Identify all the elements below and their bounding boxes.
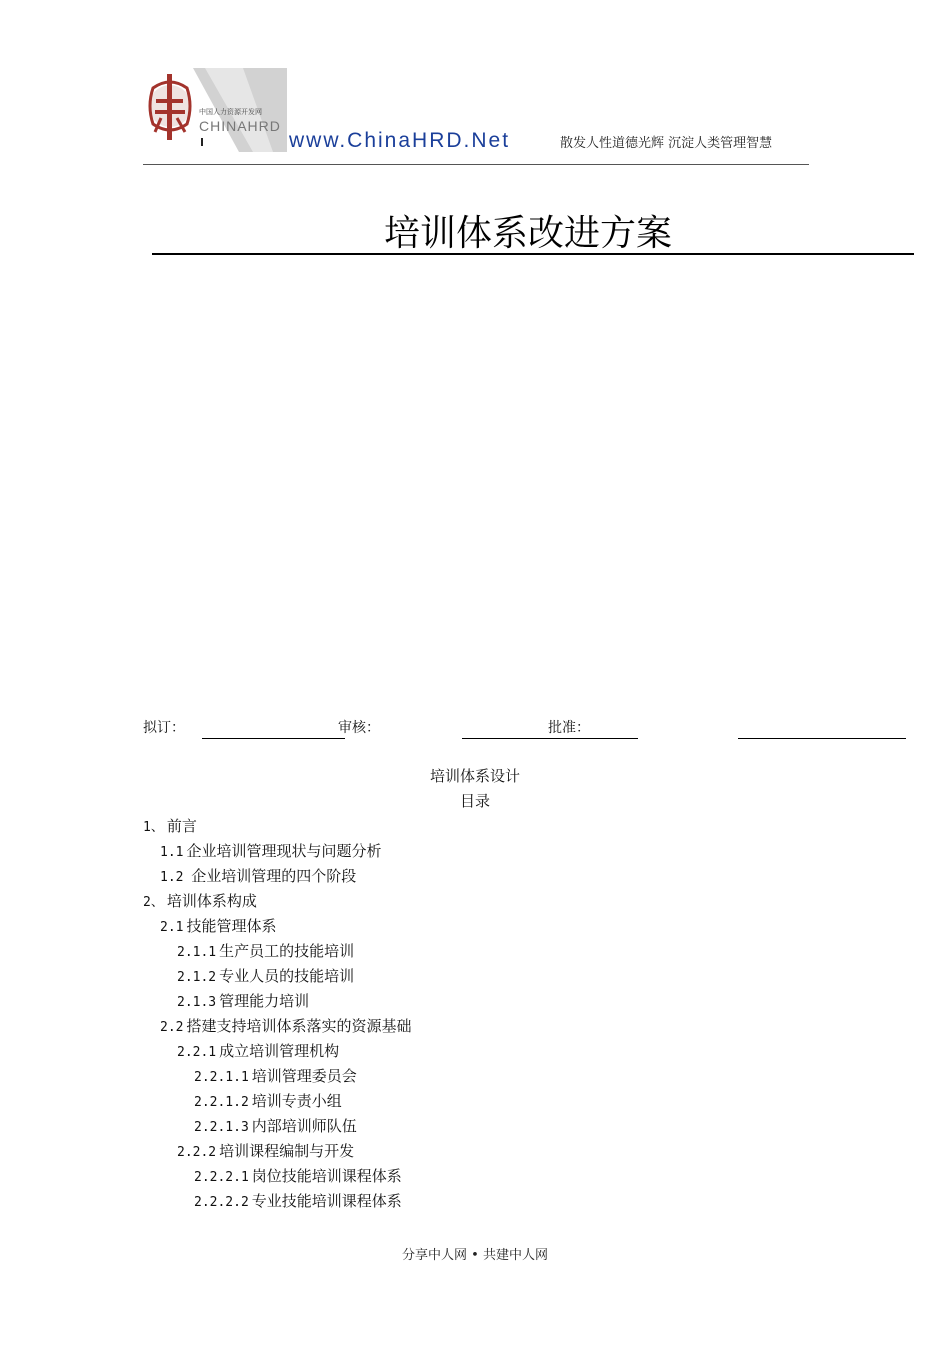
toc-item[interactable] — [160, 916, 277, 938]
toc-item-number: 1.1 — [160, 845, 184, 860]
approved-label: 批准： — [548, 720, 590, 736]
page-footer: 分享中人网 • 共建中人网 — [402, 1248, 548, 1263]
toc-item-number: 2.2.1 — [177, 1045, 217, 1060]
toc-item[interactable] — [177, 1141, 354, 1163]
toc-item[interactable] — [160, 841, 382, 863]
toc-item-text: 专业技能培训课程体系 — [251, 1192, 402, 1210]
toc-item-number: 2.2.2.1 — [194, 1170, 249, 1185]
drafted-line — [202, 738, 345, 739]
toc-subheading: 目录 — [459, 792, 490, 810]
toc-item-number: 1.2 — [160, 870, 184, 885]
toc-item-number: 2.2.2.2 — [194, 1195, 249, 1210]
toc-item[interactable] — [194, 1191, 402, 1213]
header-slogan: 散发人性道德光辉 沉淀人类管理智慧 — [560, 136, 773, 151]
toc-item-text: 培训课程编制与开发 — [219, 1142, 355, 1160]
toc-item-text: 培训管理委员会 — [251, 1067, 357, 1085]
drafted-label: 拟订： — [143, 720, 185, 736]
document-title: 培训体系改进方案 — [384, 213, 673, 254]
toc-item-text: 培训体系构成 — [166, 892, 257, 910]
toc-heading: 培训体系设计 — [429, 767, 520, 785]
toc-item[interactable] — [177, 966, 354, 988]
toc-item[interactable] — [160, 1016, 412, 1038]
toc-item-number: 2.1.3 — [177, 995, 217, 1010]
toc-item-number: 2.1.1 — [177, 945, 217, 960]
toc-item-number: 2.1.2 — [177, 970, 217, 985]
toc-item[interactable] — [194, 1066, 357, 1088]
reviewed-label: 审核： — [338, 720, 380, 736]
toc-item[interactable] — [194, 1091, 342, 1113]
toc-item-number: 2.2.1.3 — [194, 1120, 249, 1135]
toc-item-number: 2.2.2 — [177, 1145, 217, 1160]
toc-item-number: 2.2.1.2 — [194, 1095, 249, 1110]
header-divider — [143, 164, 809, 165]
toc-item[interactable] — [177, 991, 309, 1013]
toc-item-number: 2.2 — [160, 1020, 184, 1035]
toc-item-number: 2、 — [143, 895, 164, 910]
toc-item-text: 技能管理体系 — [186, 917, 277, 935]
toc-item-number: 1、 — [143, 820, 164, 835]
logo-graphic — [143, 68, 287, 152]
title-underline — [152, 253, 914, 255]
toc-item-text: 生产员工的技能培训 — [219, 942, 355, 960]
toc-item-text: 前言 — [166, 817, 197, 835]
toc-item[interactable] — [160, 866, 356, 888]
toc-item-text: 企业培训管理的四个阶段 — [186, 867, 357, 885]
toc-item-number: 2.1 — [160, 920, 184, 935]
toc-item-text: 管理能力培训 — [219, 992, 310, 1010]
toc-item-text: 企业培训管理现状与问题分析 — [186, 842, 382, 860]
approved-line — [738, 738, 906, 739]
toc-item-text: 培训专责小组 — [251, 1092, 342, 1110]
toc-item[interactable] — [194, 1116, 357, 1138]
toc-item[interactable] — [194, 1166, 402, 1188]
toc-item[interactable] — [143, 816, 197, 838]
toc-item[interactable] — [177, 1041, 339, 1063]
toc-item-text: 内部培训师队伍 — [251, 1117, 357, 1135]
toc-item-text: 搭建支持培训体系落实的资源基础 — [186, 1017, 412, 1035]
site-url[interactable]: www.ChinaHRD.Net — [289, 129, 511, 152]
toc-item-text: 成立培训管理机构 — [219, 1042, 340, 1060]
chinahrd-logo — [143, 68, 287, 152]
toc-item[interactable] — [143, 891, 257, 913]
toc-item-number: 2.2.1.1 — [194, 1070, 249, 1085]
logo-tagline: 中国人力资源开发网 — [199, 108, 262, 116]
toc-item-text: 岗位技能培训课程体系 — [251, 1167, 402, 1185]
reviewed-line — [462, 738, 638, 739]
logo-brand: CHINAHRD — [199, 118, 281, 134]
toc-item-text: 专业人员的技能培训 — [219, 967, 355, 985]
toc-item[interactable] — [177, 941, 354, 963]
